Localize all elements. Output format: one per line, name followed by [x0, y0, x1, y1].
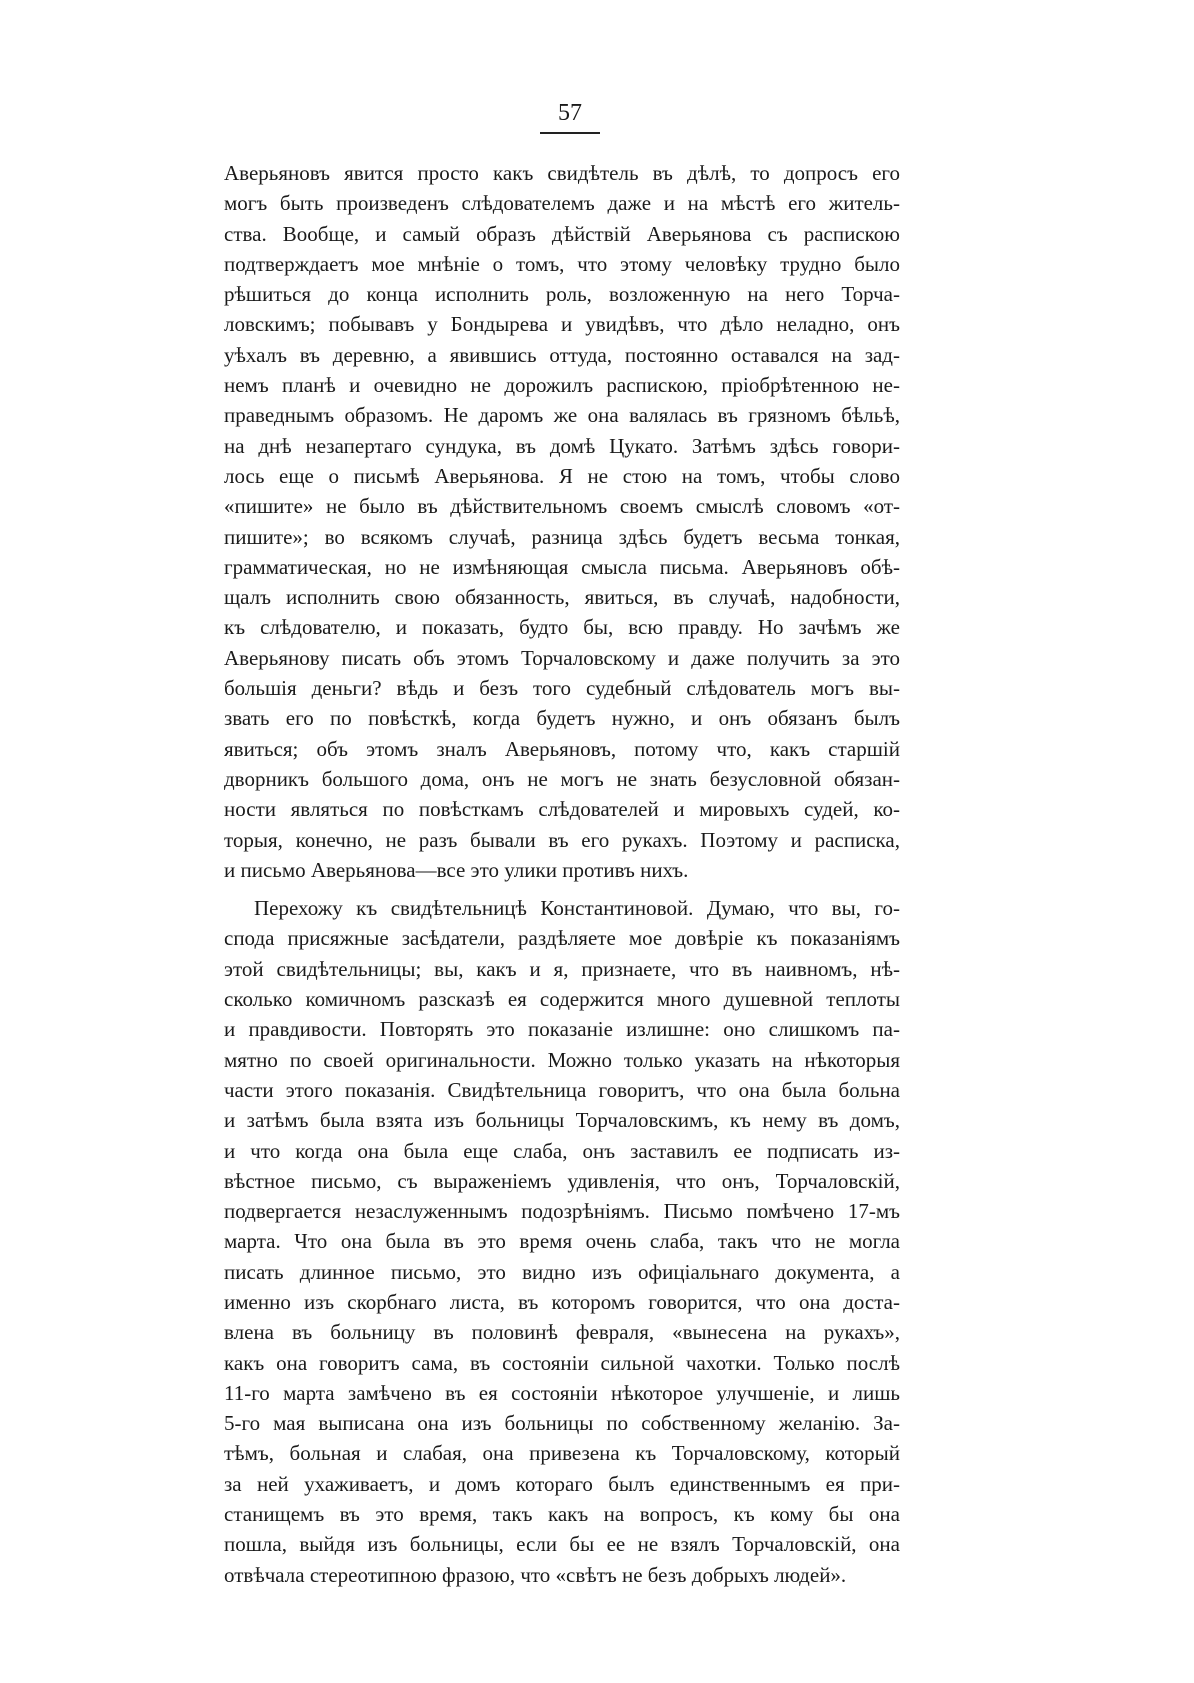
text-line: торыя, конечно, не разъ бывали въ его рукахъ. Поэтому и расписка,: [224, 827, 900, 852]
text-line: явиться; объ этомъ зналъ Аверьяновъ, потому что, какъ старшій: [224, 736, 900, 761]
text-line: отвѣчала стереотипною фразою, что «свѣтъ не безъ добрыхъ людей».: [224, 1562, 847, 1587]
text-line: пишите»; во всякомъ случаѣ, разница здѣсь будетъ весьма тонкая,: [224, 524, 900, 549]
body-text: [224, 158, 900, 1590]
text-line: 5-го мая выписана она изъ больницы по собственному желанію. За-: [224, 1411, 900, 1436]
text-line: праведнымъ образомъ. Не даромъ же она валялась въ грязномъ бѣльѣ,: [224, 403, 900, 428]
text-line: подтверждаетъ мое мнѣніе о томъ, что этому человѣку трудно было: [224, 251, 900, 276]
text-line: и затѣмъ была взята изъ больницы Торчаловскимъ, къ нему въ домъ,: [224, 1108, 900, 1133]
text-line: 11-го марта замѣчено въ ея состояніи нѣкоторое улучшеніе, и лишь: [224, 1380, 900, 1405]
text-line: именно изъ скорбнаго листа, въ которомъ говорится, что она доста-: [224, 1289, 900, 1314]
text-line: и письмо Аверьянова—все это улики противъ нихъ.: [224, 857, 689, 882]
text-line: за ней ухаживаетъ, и домъ котораго былъ единственнымъ ея при-: [224, 1471, 900, 1496]
page-number-rule: [540, 132, 600, 134]
paragraph-1: [224, 158, 900, 885]
text-line: ности являться по повѣсткамъ слѣдователей и мировыхъ судей, ко-: [224, 797, 900, 822]
page-number: 57: [558, 100, 582, 126]
text-line: щалъ исполнить свою обязанность, явиться, въ случаѣ, надобности,: [224, 585, 900, 610]
text-line: станищемъ въ это время, такъ какъ на вопросъ, къ кому бы она: [224, 1502, 900, 1527]
text-line: грамматическая, но не измѣняющая смысла письма. Аверьяновъ обѣ-: [224, 554, 900, 579]
text-line: Перехожу къ свидѣтельницѣ Константиновой. Думаю, что вы, го-: [254, 896, 900, 921]
text-line: рѣшиться до конца исполнить роль, возложенную на него Торча-: [224, 282, 900, 307]
text-line: могъ быть произведенъ слѣдователемъ даже и на мѣстѣ его житель-: [224, 191, 900, 216]
text-line: Аверьянову писать объ этомъ Торчаловскому и даже получить за это: [224, 645, 900, 670]
text-line: немъ планѣ и очевидно не дорожилъ распискою, пріобрѣтенною не-: [224, 373, 900, 398]
text-line: дворникъ большого дома, онъ не могъ не знать безусловной обязан-: [224, 766, 900, 791]
text-line: тѣмъ, больная и слабая, она привезена къ Торчаловскому, который: [224, 1441, 900, 1466]
text-line: звать его по повѣсткѣ, когда будетъ нужно, и онъ обязанъ былъ: [224, 706, 900, 731]
text-line: на днѣ незапертаго сундука, въ домѣ Цукато. Затѣмъ здѣсь говори-: [224, 433, 900, 458]
text-line: писать длинное письмо, это видно изъ офиціальнаго документа, а: [224, 1259, 900, 1284]
text-line: уѣхалъ въ деревню, а явившись оттуда, постоянно оставался на зад-: [224, 342, 900, 367]
text-line: влена въ больницу въ половинѣ февраля, «вынесена на рукахъ»,: [224, 1320, 900, 1345]
text-line: этой свидѣтельницы; вы, какъ и я, признаете, что въ наивномъ, нѣ-: [224, 956, 900, 981]
text-line: спода присяжные засѣдатели, раздѣляете мое довѣріе къ показаніямъ: [224, 926, 900, 951]
text-line: вѣстное письмо, съ выраженіемъ удивленія, что онъ, Торчаловскій,: [224, 1168, 900, 1193]
text-line: какъ она говоритъ сама, въ состояніи сильной чахотки. Только послѣ: [224, 1350, 900, 1375]
text-line: пошла, выйдя изъ больницы, если бы ее не взялъ Торчаловскій, она: [224, 1532, 900, 1557]
text-line: ловскимъ; побывавъ у Бондырева и увидѣвъ, что дѣло неладно, онъ: [224, 312, 900, 337]
text-line: къ слѣдователю, и показать, будто бы, всю правду. Но зачѣмъ же: [224, 615, 900, 640]
text-line: подвергается незаслуженнымъ подозрѣніямъ. Письмо помѣчено 17-мъ: [224, 1199, 900, 1224]
text-line: марта. Что она была въ это время очень слаба, такъ что не могла: [224, 1229, 900, 1254]
text-line: лось еще о письмѣ Аверьянова. Я не стою на томъ, чтобы слово: [224, 463, 900, 488]
text-line: ства. Вообще, и самый образъ дѣйствій Аверьянова съ распискою: [224, 221, 900, 246]
text-line: Аверьяновъ явится просто какъ свидѣтель въ дѣлѣ, то допросъ его: [224, 161, 900, 185]
text-line: «пишите» не было въ дѣйствительномъ своемъ смыслѣ словомъ «от-: [224, 494, 900, 519]
text-line: большія деньги? вѣдь и безъ того судебный слѣдователь могъ вы-: [224, 676, 900, 701]
text-line: и правдивости. Повторять это показаніе излишне: оно слишкомъ па-: [224, 1017, 900, 1042]
text-line: мятно по своей оригинальности. Можно только указать на нѣкоторыя: [224, 1047, 900, 1072]
text-line: сколько комичномъ разсказѣ ея содержится много душевной теплоты: [224, 987, 900, 1012]
text-line: части этого показанія. Свидѣтельница говоритъ, что она была больна: [224, 1077, 900, 1102]
text-line: и что когда она была еще слаба, онъ заставилъ ее подписать из-: [224, 1138, 900, 1163]
paragraph-2: [224, 893, 900, 1590]
